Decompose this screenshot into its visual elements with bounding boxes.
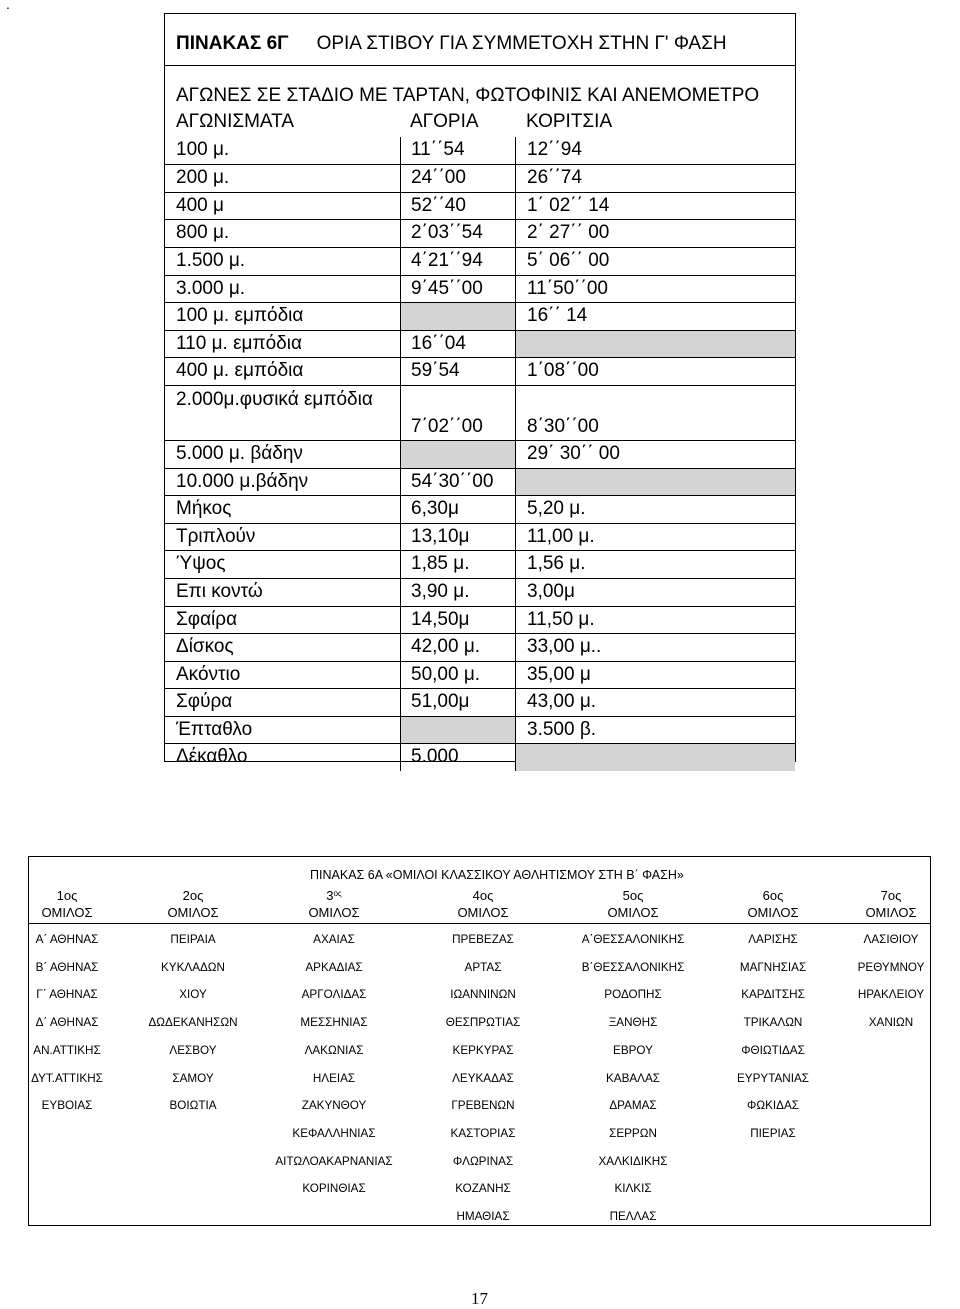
groups-table-caption: ΠΙΝΑΚΑΣ 6Α «ΟΜΙΛΟΙ ΚΛΑΣΣΙΚΟΥ ΑΘΛΗΤΙΣΜΟΥ ΣΤΗ Β΄ ΦΑΣΗ» xyxy=(310,868,684,882)
prefecture-cell: Β΄ ΑΘΗΝΑΣ xyxy=(35,960,99,974)
group-header xyxy=(274,887,394,921)
prefecture-cell: ΚΟΖΑΝΗΣ xyxy=(455,1182,511,1196)
corner-mark: . xyxy=(6,0,10,12)
boys-limit: 54΄30΄΄00 xyxy=(400,469,515,496)
group-number: 2ος xyxy=(182,888,204,903)
prefecture-cell: Α΄ΘΕΣΣΑΛΟΝΙΚΗΣ xyxy=(581,933,685,946)
boys-limit: 3,90 μ. xyxy=(400,579,515,606)
prefecture-cell: ΑΡΓΟΛΙΔΑΣ xyxy=(301,988,367,1002)
girls-limit: 1,56 μ. xyxy=(515,551,795,578)
group-label: ΟΜΙΛΟΣ xyxy=(167,905,219,920)
prefecture-cell: ΠΡΕΒΕΖΑΣ xyxy=(452,933,514,946)
groups-table xyxy=(28,856,931,1226)
event-name: 5.000 μ. βάδην xyxy=(176,442,303,464)
girls-limit: 12΄΄94 xyxy=(515,137,795,165)
girls-limit: 11,00 μ. xyxy=(515,524,795,551)
group-number: 1ος xyxy=(56,888,78,903)
prefecture-cell: ΚΥΚΛΑΔΩΝ xyxy=(161,960,225,974)
group-number-suffix: ος xyxy=(333,889,342,898)
girls-limit: 8΄30΄΄00 xyxy=(515,386,795,440)
event-name: Μήκος xyxy=(176,498,232,520)
girls-limit: 11,50 μ. xyxy=(515,607,795,634)
girls-limit: 2΄ 27΄΄ 00 xyxy=(515,220,795,247)
group-header xyxy=(573,887,693,921)
boys-limit: 4΄21΄΄94 xyxy=(400,248,515,275)
girls-limit: 1΄ 02΄΄ 14 xyxy=(515,193,795,220)
limits-table xyxy=(164,13,796,768)
boys-limit: 2΄03΄΄54 xyxy=(400,220,515,247)
prefecture-cell: Δ΄ ΑΘΗΝΑΣ xyxy=(35,1016,99,1030)
prefecture-cell: ΛΑΡΙΣΗΣ xyxy=(748,933,798,946)
boys-limit: 6,30μ xyxy=(400,496,515,523)
girls-limit: 3.500 β. xyxy=(515,717,795,744)
prefecture-cell: ΜΕΣΣΗΝΙΑΣ xyxy=(300,1016,368,1030)
prefecture-cell: ΑΡΤΑΣ xyxy=(464,960,502,974)
section-heading: ΑΓΩΝΕΣ ΣΕ ΣΤΑΔΙΟ ΜΕ ΤΑΡΤΑΝ, ΦΩΤΟΦΙΝΙΣ ΚΑΙ ΑΝΕΜΟΜΕΤΡΟ xyxy=(176,85,760,106)
boys-limit: 14,50μ xyxy=(400,607,515,634)
prefecture-cell: ΣΕΡΡΩΝ xyxy=(609,1126,657,1140)
event-row xyxy=(165,633,795,661)
event-name: Δέκαθλο xyxy=(176,746,248,768)
event-row xyxy=(165,440,795,468)
prefecture-cell: ΙΩΑΝΝΙΝΩΝ xyxy=(450,988,516,1002)
prefecture-cell: ΚΑΒΑΛΑΣ xyxy=(605,1071,661,1085)
boys-limit: 9΄45΄΄00 xyxy=(400,276,515,303)
group-number: 6ος xyxy=(762,888,784,903)
boys-limit: 24΄΄00 xyxy=(400,165,515,192)
boys-limit: 7΄02΄΄00 xyxy=(400,386,515,440)
prefecture-cell: ΚΕΦΑΛΛΗΝΙΑΣ xyxy=(292,1126,376,1140)
event-row xyxy=(165,357,795,385)
girls-limit xyxy=(515,469,795,496)
prefecture-cell: ΚΟΡΙΝΘΙΑΣ xyxy=(302,1182,366,1196)
prefecture-cell: ΑΝ.ΑΤΤΙΚΗΣ xyxy=(33,1043,101,1057)
group-label: ΟΜΙΛΟΣ xyxy=(308,905,360,920)
prefecture-cell: ΕΥΡΥΤΑΝΙΑΣ xyxy=(737,1071,809,1085)
boys-limit xyxy=(400,303,515,330)
prefecture-cell: ΔΡΑΜΑΣ xyxy=(609,1099,657,1113)
prefecture-cell: ΧΙΟΥ xyxy=(179,988,207,1002)
prefecture-cell: ΚΑΡΔΙΤΣΗΣ xyxy=(741,988,805,1002)
girls-limit: 1΄08΄΄00 xyxy=(515,358,795,385)
header-girls: ΚΟΡΙΤΣΙΑ xyxy=(526,111,613,132)
event-name: 800 μ. xyxy=(176,222,230,244)
boys-limit: 5.000 xyxy=(400,744,515,771)
boys-limit: 16΄΄04 xyxy=(400,331,515,358)
prefecture-cell: ΗΛΕΙΑΣ xyxy=(312,1071,356,1085)
boys-limit: 42,00 μ. xyxy=(400,634,515,661)
event-row xyxy=(165,661,795,689)
event-row xyxy=(165,164,795,192)
girls-limit: 5,20 μ. xyxy=(515,496,795,523)
event-row xyxy=(165,716,795,744)
prefecture-cell: ΚΙΛΚΙΣ xyxy=(614,1182,652,1196)
group-label: ΟΜΙΛΟΣ xyxy=(747,905,799,920)
event-row xyxy=(165,137,795,165)
group-label: ΟΜΙΛΟΣ xyxy=(607,905,659,920)
event-row xyxy=(165,330,795,358)
event-row xyxy=(165,302,795,330)
group-number: 4ος xyxy=(472,888,494,903)
group-header xyxy=(423,887,543,921)
prefecture-cell: ΠΕΛΛΑΣ xyxy=(609,1210,657,1223)
event-row xyxy=(165,275,795,303)
event-name: Τριπλούν xyxy=(176,525,256,547)
table-code: ΠΙΝΑΚΑΣ 6Γ xyxy=(176,33,289,54)
event-name: 100 μ. εμπόδια xyxy=(176,305,304,327)
group-header xyxy=(7,887,127,921)
girls-limit: 26΄΄74 xyxy=(515,165,795,192)
event-row xyxy=(165,385,795,440)
girls-limit: 35,00 μ xyxy=(515,662,795,689)
event-name: 2.000μ.φυσικά εμπόδια xyxy=(176,388,373,410)
event-name: 400 μ xyxy=(176,194,224,216)
event-row xyxy=(165,578,795,606)
event-name: Ακόντιο xyxy=(176,663,241,685)
prefecture-cell: ΚΑΣΤΟΡΙΑΣ xyxy=(450,1126,516,1140)
limits-table-title xyxy=(176,33,727,55)
boys-limit: 1,85 μ. xyxy=(400,551,515,578)
prefecture-cell: ΗΡΑΚΛΕΙΟΥ xyxy=(857,988,925,1002)
prefecture-cell: ΦΩΚΙΔΑΣ xyxy=(747,1099,799,1113)
event-name: Έπταθλο xyxy=(176,718,253,740)
prefecture-cell: ΣΑΜΟΥ xyxy=(172,1071,214,1085)
event-name: 200 μ. xyxy=(176,167,230,189)
header-boys: ΑΓΟΡΙΑ xyxy=(410,111,479,132)
prefecture-cell: ΤΡΙΚΑΛΩΝ xyxy=(743,1016,803,1030)
prefecture-cell: ΑΙΤΩΛΟΑΚΑΡΝΑΝΙΑΣ xyxy=(275,1154,393,1168)
event-name: 10.000 μ.βάδην xyxy=(176,470,309,492)
prefecture-cell: ΑΡΚΑΔΙΑΣ xyxy=(305,960,363,974)
boys-limit: 50,00 μ. xyxy=(400,662,515,689)
event-row xyxy=(165,550,795,578)
prefecture-cell: ΡΟΔΟΠΗΣ xyxy=(604,988,662,1002)
boys-limit: 52΄΄40 xyxy=(400,193,515,220)
prefecture-cell: Β΄ΘΕΣΣΑΛΟΝΙΚΗΣ xyxy=(581,960,685,974)
prefecture-cell: ΠΕΙΡΑΙΑ xyxy=(170,933,216,946)
event-name: 100 μ. xyxy=(176,138,230,160)
girls-limit: 29΄ 30΄΄ 00 xyxy=(515,441,795,468)
prefecture-cell: ΔΥΤ.ΑΤΤΙΚΗΣ xyxy=(31,1071,103,1085)
boys-limit xyxy=(400,441,515,468)
group-header xyxy=(713,887,833,921)
prefecture-cell: ΗΜΑΘΙΑΣ xyxy=(456,1210,510,1223)
boys-limit: 13,10μ xyxy=(400,524,515,551)
prefecture-cell: ΛΕΥΚΑΔΑΣ xyxy=(452,1071,514,1085)
girls-limit xyxy=(515,331,795,358)
header-events: ΑΓΩΝΙΣΜΑΤΑ xyxy=(176,111,295,132)
event-row xyxy=(165,523,795,551)
prefecture-cell: ΓΡΕΒΕΝΩΝ xyxy=(451,1099,515,1113)
event-name: Σφαίρα xyxy=(176,608,238,630)
prefecture-cell: ΠΙΕΡΙΑΣ xyxy=(750,1126,796,1140)
prefecture-cell: Α΄ ΑΘΗΝΑΣ xyxy=(35,933,99,946)
prefecture-cell: ΛΕΣΒΟΥ xyxy=(169,1043,217,1057)
group-header xyxy=(831,887,951,921)
boys-limit: 11΄΄54 xyxy=(400,137,515,165)
prefecture-cell: ΡΕΘΥΜΝΟΥ xyxy=(857,960,925,974)
limits-grid xyxy=(165,109,795,771)
girls-limit: 5΄ 06΄΄ 00 xyxy=(515,248,795,275)
event-name: 400 μ. εμπόδια xyxy=(176,360,304,382)
header-divider xyxy=(29,923,930,924)
group-label: ΟΜΙΛΟΣ xyxy=(865,905,917,920)
event-row xyxy=(165,192,795,220)
prefecture-cell: ΦΘΙΩΤΙΔΑΣ xyxy=(741,1043,805,1057)
event-row xyxy=(165,743,795,771)
girls-limit: 33,00 μ.. xyxy=(515,634,795,661)
prefecture-cell: ΜΑΓΝΗΣΙΑΣ xyxy=(739,960,807,974)
group-number: 5ος xyxy=(622,888,644,903)
prefecture-cell: ΦΛΩΡΙΝΑΣ xyxy=(452,1154,514,1168)
prefecture-cell: ΔΩΔΕΚΑΝΗΣΩΝ xyxy=(148,1016,238,1030)
event-name: Επι κοντώ xyxy=(176,580,263,602)
girls-limit xyxy=(515,744,795,771)
boys-limit: 51,00μ xyxy=(400,689,515,716)
girls-limit: 3,00μ xyxy=(515,579,795,606)
title-divider xyxy=(165,65,795,66)
event-row xyxy=(165,606,795,634)
boys-limit xyxy=(400,717,515,744)
group-number: 3 xyxy=(326,888,334,903)
event-row xyxy=(165,219,795,247)
prefecture-cell: ΖΑΚΥΝΘΟΥ xyxy=(301,1099,367,1113)
prefecture-cell: ΧΑΛΚΙΔΙΚΗΣ xyxy=(598,1154,668,1168)
event-name: 110 μ. εμπόδια xyxy=(176,332,302,354)
event-name: 1.500 μ. xyxy=(176,249,246,271)
prefecture-cell: ΘΕΣΠΡΩΤΙΑΣ xyxy=(445,1016,521,1030)
table-heading: ΟΡΙΑ ΣΤΙΒΟΥ ΓΙΑ ΣΥΜΜΕΤΟΧΗ ΣΤΗΝ Γ' ΦΑΣΗ xyxy=(316,33,727,54)
group-header xyxy=(133,887,253,921)
prefecture-cell: ΕΒΡΟΥ xyxy=(613,1043,653,1057)
prefecture-cell: Γ΄ ΑΘΗΝΑΣ xyxy=(36,988,98,1002)
event-row xyxy=(165,247,795,275)
group-number: 7ος xyxy=(880,888,902,903)
event-name: Δίσκος xyxy=(176,636,234,658)
header-row xyxy=(165,109,795,137)
page-number: 17 xyxy=(471,1289,488,1308)
event-row xyxy=(165,495,795,523)
event-row xyxy=(165,688,795,716)
prefecture-cell: ΑΧΑΙΑΣ xyxy=(313,933,355,946)
prefecture-cell: ΕΥΒΟΙΑΣ xyxy=(41,1099,93,1113)
event-name: 3.000 μ. xyxy=(176,277,246,299)
prefecture-cell: ΚΕΡΚΥΡΑΣ xyxy=(452,1043,514,1057)
girls-limit: 11΄50΄΄00 xyxy=(515,276,795,303)
boys-limit: 59΄54 xyxy=(400,358,515,385)
prefecture-cell: ΧΑΝΙΩΝ xyxy=(868,1016,914,1030)
event-name: Σφύρα xyxy=(176,691,233,713)
prefecture-cell: ΞΑΝΘΗΣ xyxy=(608,1016,658,1030)
girls-limit: 16΄΄ 14 xyxy=(515,303,795,330)
prefecture-cell: ΛΑΣΙΘΙΟΥ xyxy=(863,933,919,946)
event-name: Ύψος xyxy=(176,553,226,575)
prefecture-cell: ΛΑΚΩΝΙΑΣ xyxy=(304,1043,364,1057)
group-label: ΟΜΙΛΟΣ xyxy=(457,905,509,920)
event-row xyxy=(165,468,795,496)
prefecture-cell: ΒΟΙΩΤΙΑ xyxy=(169,1099,217,1113)
girls-limit: 43,00 μ. xyxy=(515,689,795,716)
group-label: ΟΜΙΛΟΣ xyxy=(41,905,93,920)
